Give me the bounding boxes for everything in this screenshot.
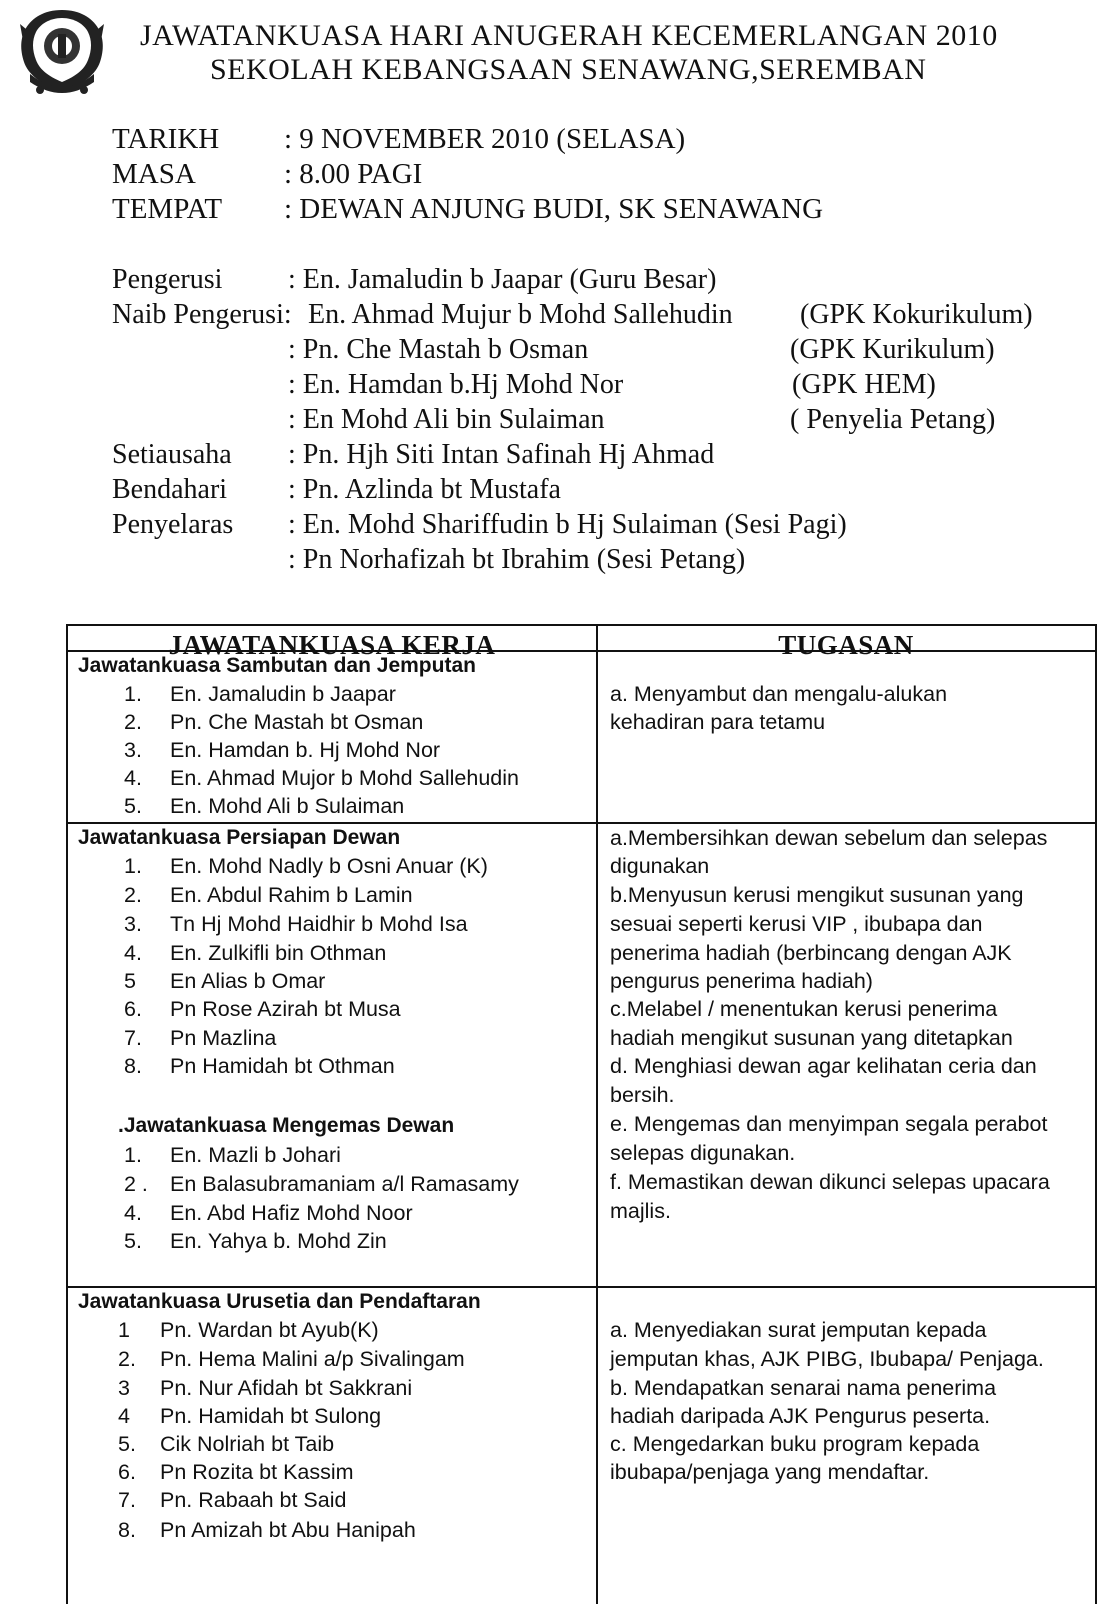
committee-label: Setiausaha (112, 439, 232, 470)
task-line: e. Mengemas dan menyimpan segala perabot (610, 1112, 1048, 1136)
task-line: b. Mendapatkan senarai nama penerima (610, 1376, 997, 1400)
header-line-2: SEKOLAH KEBANGSAAN SENAWANG,SEREMBAN (210, 53, 927, 86)
info-row-time (112, 157, 1012, 192)
task-line: c. Mengedarkan buku program kepada (610, 1432, 980, 1456)
info-row-place (112, 192, 1012, 227)
task-line: f. Memastikan dewan dikunci selepas upacara (610, 1170, 1050, 1194)
task-line: a. Menyediakan surat jemputan kepada (610, 1318, 987, 1342)
task-line: kehadiran para tetamu (610, 710, 826, 734)
task-line: majlis. (610, 1199, 671, 1223)
info-value: : DEWAN ANJUNG BUDI, SK SENAWANG (284, 193, 824, 225)
column-divider (596, 626, 598, 1604)
work-committee-table: JAWATANKUASA KERJA TUGASAN Jawatankuasa Sambutan dan Jemputan 1. En. Jamaludin b Jaapar 2. Pn. Che Mastah bt Osman 3. En. Hamdan b. Hj Mohd Nor 4. En. Ahmad Mujor b Mohd Sallehudin 5. En. Mohd Ali b Sulaiman a. Menyambut dan mengalu-alukan kehadiran para tetamu Jawatankuasa Persiapan Dewan 1. En. Mohd Nadly b Osni Anuar (K) 2. En. Abdul Rahim b Lamin 3. Tn Hj Mohd Haidhir b Mohd Isa 4. En. Zulkifli bin Othman 5 En Alias b Omar 6. Pn Rose Azirah bt Musa 7. Pn Mazlina 8. Pn Hamidah bt Othman .Jawatankuasa Mengemas Dewan 1. En. Mazli b Johari 2 . En Balasubramaniam a/l Ramasamy 4. En. Abd Hafiz Mohd Noor 5. En. Yahya b. Mohd Zin a.Membersihkan dewan sebelum dan selepas digunakan b.Menyusun kerusi mengikut susunan yang sesuai seperti kerusi VIP , ibubapa dan penerima hadiah (berbincang dengan AJK pengurus penerima hadiah) c.Melabel / menentukan kerusi penerima hadiah mengikut susunan yang ditetapkan d. Menghiasi dewan agar kelihatan ceria dan bersih. e. Mengemas dan menyimpan segala perabot selepas digunakan. f. Memastikan dewan dikunci selepas upacara majlis. Jawatankuasa Urusetia dan Pendaftaran 1 Pn. Wardan bt Ayub(K) 2. Pn. Hema Malini a/p Sivalingam 3 Pn. Nur Afidah bt Sakkrani 4 Pn. Hamidah bt Sulong 5. Cik Nolriah bt Taib 6. Pn Rozita bt Kassim 7. Pn. Rabaah bt Said 8. Pn Amizah bt Abu Hanipah a. Menyediakan surat jemputan kepada jemputan khas, AJK PIBG, Ibubapa/ Penjaga. b. Mendapatkan senarai nama penerima hadiah daripada AJK Pengurus peserta. c. Mengedarkan buku program kepada ibubapa/penjaga yang mendaftar. (66, 624, 1097, 1604)
committee-value: En. Ahmad Mujur b Mohd Sallehudin (308, 299, 733, 330)
task-line: penerima hadiah (berbincang dengan AJK (610, 941, 1012, 965)
task-line: hadiah daripada AJK Pengurus peserta. (610, 1404, 991, 1428)
info-label: TARIKH (112, 123, 220, 155)
committee-label: Penyelaras (112, 509, 234, 540)
section-title-persiapan: Jawatankuasa Persiapan Dewan (78, 826, 401, 849)
committee-value: : En Mohd Ali bin Sulaiman (288, 404, 605, 435)
committee-row (112, 332, 1072, 367)
committee-value: : En. Hamdan b.Hj Mohd Nor (288, 369, 624, 400)
committee-row (112, 472, 1072, 507)
committee-role: (GPK Kurikulum) (790, 334, 995, 365)
task-line: hadiah mengikut susunan yang ditetapkan (610, 1026, 1013, 1050)
school-crest-logo (14, 4, 110, 98)
committee-role: ( Penyelia Petang) (790, 404, 996, 435)
task-line: a.Membersihkan dewan sebelum dan selepas (610, 826, 1048, 850)
committee-value: : En. Mohd Shariffudin b Hj Sulaiman (Sesi Pagi) (288, 509, 847, 540)
committee-role: (GPK Kokurikulum) (800, 299, 1033, 330)
info-value: : 8.00 PAGI (284, 158, 423, 190)
task-line: sesuai seperti kerusi VIP , ibubapa dan (610, 912, 983, 936)
task-line: a. Menyambut dan mengalu-alukan (610, 682, 948, 706)
task-line: d. Menghiasi dewan agar kelihatan ceria dan (610, 1054, 1037, 1078)
committee-role: (GPK HEM) (792, 369, 936, 400)
committee-label: Bendahari (112, 474, 228, 505)
committee-row (112, 262, 1072, 297)
committee-label: Pengerusi (112, 264, 223, 295)
committee-value: : En. Jamaludin b Jaapar (Guru Besar) (288, 264, 717, 295)
task-line: b.Menyusun kerusi mengikut susunan yang (610, 883, 1024, 907)
committee-value: : Pn Norhafizah bt Ibrahim (Sesi Petang) (288, 544, 746, 575)
committee-row (112, 297, 1072, 332)
task-line: jemputan khas, AJK PIBG, Ibubapa/ Penjaga. (610, 1347, 1044, 1371)
task-line: ibubapa/penjaga yang mendaftar. (610, 1460, 930, 1484)
event-info (112, 122, 1012, 227)
header-line-1: JAWATANKUASA HARI ANUGERAH KECEMERLANGAN 2010 (140, 19, 998, 52)
row-divider (68, 822, 1095, 824)
committee-value: : Pn. Che Mastah b Osman (288, 334, 589, 365)
info-row-date (112, 122, 1012, 157)
task-line: selepas digunakan. (610, 1141, 796, 1165)
column-header-committee: JAWATANKUASA KERJA (168, 630, 496, 660)
committee-row (112, 507, 1072, 542)
committee-label: Naib Pengerusi: (112, 299, 292, 330)
task-line: digunakan (610, 854, 710, 878)
task-line: bersih. (610, 1083, 675, 1107)
committee-row (112, 437, 1072, 472)
committee-row (112, 367, 1072, 402)
section-title-sambutan: Jawatankuasa Sambutan dan Jemputan (78, 654, 476, 677)
info-value: : 9 NOVEMBER 2010 (SELASA) (284, 123, 686, 155)
info-label: MASA (112, 158, 196, 190)
task-line: pengurus penerima hadiah) (610, 969, 873, 993)
committee-row (112, 402, 1072, 437)
task-line: c.Melabel / menentukan kerusi penerima (610, 997, 998, 1021)
section-title-mengemas: .Jawatankuasa Mengemas Dewan (118, 1114, 455, 1137)
info-label: TEMPAT (112, 193, 223, 225)
committee-value: : Pn. Hjh Siti Intan Safinah Hj Ahmad (288, 439, 715, 470)
section-title-urusetia: Jawatankuasa Urusetia dan Pendaftaran (78, 1290, 481, 1313)
main-committee (112, 262, 1072, 577)
column-header-tasks: TUGASAN (778, 630, 914, 660)
committee-value: : Pn. Azlinda bt Mustafa (288, 474, 561, 505)
row-divider (68, 1286, 1095, 1288)
committee-row (112, 542, 1072, 577)
